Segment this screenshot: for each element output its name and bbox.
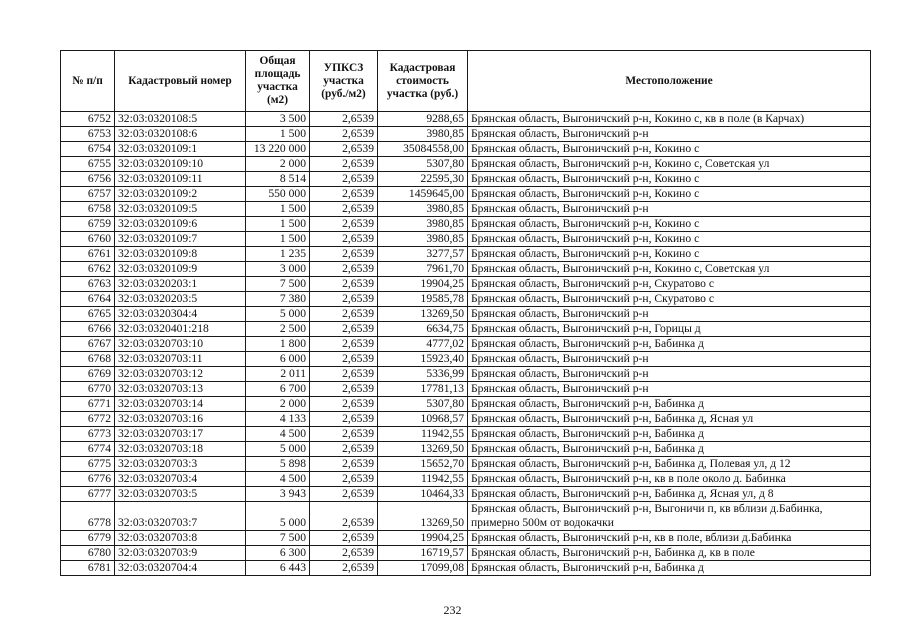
cadastral-number: 32:03:0320703:18	[115, 442, 246, 457]
cadastral-number: 32:03:0320703:5	[115, 487, 246, 502]
cadastral-number: 32:03:0320109:2	[115, 187, 246, 202]
cadastral-number: 32:03:0320203:1	[115, 277, 246, 292]
cadastral-number: 32:03:0320703:11	[115, 352, 246, 367]
cadastral-cost: 15923,40	[378, 352, 468, 367]
table-row	[61, 262, 871, 277]
area-value: 5 000	[246, 502, 310, 531]
row-number: 6780	[61, 546, 115, 561]
cadastral-number: 32:03:0320703:7	[115, 502, 246, 531]
cadastral-number: 32:03:0320703:17	[115, 427, 246, 442]
row-number: 6764	[61, 292, 115, 307]
header-area: Общая площадь участка (м2)	[246, 51, 310, 112]
location-text: Брянская область, Выгоничский р-н, Кокино с	[468, 232, 871, 247]
cadastral-cost: 1459645,00	[378, 187, 468, 202]
table-row	[61, 217, 871, 232]
area-value: 7 500	[246, 531, 310, 546]
table-row	[61, 367, 871, 382]
row-number: 6775	[61, 457, 115, 472]
area-value: 7 500	[246, 277, 310, 292]
cadastral-number: 32:03:0320304:4	[115, 307, 246, 322]
row-number: 6769	[61, 367, 115, 382]
upksz-value: 2,6539	[310, 232, 378, 247]
table-row	[61, 127, 871, 142]
row-number: 6758	[61, 202, 115, 217]
table-row	[61, 531, 871, 546]
area-value: 3 000	[246, 262, 310, 277]
location-text: Брянская область, Выгоничский р-н, Горицы д	[468, 322, 871, 337]
table-row	[61, 427, 871, 442]
upksz-value: 2,6539	[310, 307, 378, 322]
table-row	[61, 172, 871, 187]
table-row	[61, 187, 871, 202]
cadastral-cost: 5307,80	[378, 397, 468, 412]
cadastral-cost: 17781,13	[378, 382, 468, 397]
cadastral-cost: 3980,85	[378, 127, 468, 142]
area-value: 1 500	[246, 202, 310, 217]
row-number: 6756	[61, 172, 115, 187]
cadastral-cost: 4777,02	[378, 337, 468, 352]
cadastral-number: 32:03:0320703:8	[115, 531, 246, 546]
upksz-value: 2,6539	[310, 531, 378, 546]
upksz-value: 2,6539	[310, 172, 378, 187]
cadastral-number: 32:03:0320109:7	[115, 232, 246, 247]
row-number: 6777	[61, 487, 115, 502]
location-text: Брянская область, Выгоничский р-н, Бабинка д, Ясная ул	[468, 412, 871, 427]
upksz-value: 2,6539	[310, 217, 378, 232]
table-row	[61, 487, 871, 502]
cadastral-number: 32:03:0320703:13	[115, 382, 246, 397]
cadastral-cost: 6634,75	[378, 322, 468, 337]
location-text: Брянская область, Выгоничский р-н, Кокино с	[468, 187, 871, 202]
row-number: 6766	[61, 322, 115, 337]
cadastral-number: 32:03:0320108:6	[115, 127, 246, 142]
table-row	[61, 412, 871, 427]
upksz-value: 2,6539	[310, 457, 378, 472]
upksz-value: 2,6539	[310, 337, 378, 352]
upksz-value: 2,6539	[310, 277, 378, 292]
upksz-value: 2,6539	[310, 262, 378, 277]
area-value: 1 500	[246, 217, 310, 232]
area-value: 2 000	[246, 397, 310, 412]
cadastral-cost: 10464,33	[378, 487, 468, 502]
location-text: Брянская область, Выгоничский р-н, Кокино с, кв в поле (в Карчах)	[468, 112, 871, 127]
row-number: 6773	[61, 427, 115, 442]
upksz-value: 2,6539	[310, 142, 378, 157]
page-number: 232	[443, 603, 462, 617]
cadastral-cost: 19904,25	[378, 277, 468, 292]
table-row	[61, 352, 871, 367]
cadastral-number: 32:03:0320401:218	[115, 322, 246, 337]
location-text: Брянская область, Выгоничский р-н, Бабинка д, Ясная ул, д 8	[468, 487, 871, 502]
area-value: 5 898	[246, 457, 310, 472]
area-value: 8 514	[246, 172, 310, 187]
area-value: 4 133	[246, 412, 310, 427]
cadastral-cost: 35084558,00	[378, 142, 468, 157]
cadastral-cost: 11942,55	[378, 427, 468, 442]
area-value: 1 235	[246, 247, 310, 262]
table-row	[61, 142, 871, 157]
upksz-value: 2,6539	[310, 442, 378, 457]
cadastral-number: 32:03:0320108:5	[115, 112, 246, 127]
row-number: 6761	[61, 247, 115, 262]
location-text: Брянская область, Выгоничский р-н, Кокино с	[468, 172, 871, 187]
location-text: Брянская область, Выгоничский р-н, Бабинка д	[468, 337, 871, 352]
cadastral-cost: 13269,50	[378, 307, 468, 322]
location-text: Брянская область, Выгоничский р-н	[468, 127, 871, 142]
upksz-value: 2,6539	[310, 292, 378, 307]
upksz-value: 2,6539	[310, 472, 378, 487]
upksz-value: 2,6539	[310, 187, 378, 202]
cadastral-number: 32:03:0320703:16	[115, 412, 246, 427]
cadastral-cost: 22595,30	[378, 172, 468, 187]
row-number: 6781	[61, 561, 115, 576]
upksz-value: 2,6539	[310, 412, 378, 427]
location-text: Брянская область, Выгоничский р-н	[468, 202, 871, 217]
row-number: 6755	[61, 157, 115, 172]
cadastral-number: 32:03:0320704:4	[115, 561, 246, 576]
table-row	[61, 472, 871, 487]
cadastral-cost: 5307,80	[378, 157, 468, 172]
location-text: Брянская область, Выгоничский р-н	[468, 367, 871, 382]
cadastral-number: 32:03:0320703:12	[115, 367, 246, 382]
location-text: Брянская область, Выгоничский р-н, Кокино с	[468, 142, 871, 157]
location-text: Брянская область, Выгоничский р-н, кв в поле, вблизи д.Бабинка	[468, 531, 871, 546]
cadastral-cost: 11942,55	[378, 472, 468, 487]
location-text: Брянская область, Выгоничский р-н, кв в поле около д. Бабинка	[468, 472, 871, 487]
location-text: Брянская область, Выгоничский р-н, Скуратово с	[468, 292, 871, 307]
table-row	[61, 112, 871, 127]
upksz-value: 2,6539	[310, 382, 378, 397]
upksz-value: 2,6539	[310, 427, 378, 442]
cadastral-number: 32:03:0320109:6	[115, 217, 246, 232]
upksz-value: 2,6539	[310, 247, 378, 262]
cadastral-number: 32:03:0320703:9	[115, 546, 246, 561]
location-text: Брянская область, Выгоничский р-н, Кокино с	[468, 217, 871, 232]
cadastral-cost: 13269,50	[378, 442, 468, 457]
table-row	[61, 292, 871, 307]
table-row	[61, 322, 871, 337]
cadastral-cost: 9288,65	[378, 112, 468, 127]
row-number: 6779	[61, 531, 115, 546]
row-number: 6772	[61, 412, 115, 427]
table-row	[61, 337, 871, 352]
table-row	[61, 457, 871, 472]
area-value: 2 011	[246, 367, 310, 382]
location-text: Брянская область, Выгоничский р-н, Кокино с, Советская ул	[468, 157, 871, 172]
location-text: Брянская область, Выгоничский р-н, Бабинка д	[468, 442, 871, 457]
area-value: 2 500	[246, 322, 310, 337]
table-header-row	[61, 51, 871, 112]
header-location: Местоположение	[468, 51, 871, 112]
area-value: 4 500	[246, 427, 310, 442]
cadastral-cost: 15652,70	[378, 457, 468, 472]
location-text: Брянская область, Выгоничский р-н, Бабинка д	[468, 561, 871, 576]
table-row	[61, 157, 871, 172]
cadastral-cost: 16719,57	[378, 546, 468, 561]
table-row	[61, 307, 871, 322]
table-row	[61, 382, 871, 397]
table-row	[61, 442, 871, 457]
area-value: 5 000	[246, 442, 310, 457]
location-text: Брянская область, Выгоничский р-н, Бабинка д, кв в поле	[468, 546, 871, 561]
upksz-value: 2,6539	[310, 157, 378, 172]
location-text: Брянская область, Выгоничский р-н, Скуратово с	[468, 277, 871, 292]
cadastral-number: 32:03:0320109:9	[115, 262, 246, 277]
area-value: 1 500	[246, 232, 310, 247]
location-text: Брянская область, Выгоничский р-н, Бабинка д	[468, 397, 871, 412]
row-number: 6767	[61, 337, 115, 352]
area-value: 3 500	[246, 112, 310, 127]
upksz-value: 2,6539	[310, 397, 378, 412]
table-body	[61, 112, 871, 576]
cadastral-number: 32:03:0320703:3	[115, 457, 246, 472]
table-row	[61, 247, 871, 262]
row-number: 6771	[61, 397, 115, 412]
location-text: Брянская область, Выгоничский р-н, Кокино с	[468, 247, 871, 262]
row-number: 6770	[61, 382, 115, 397]
upksz-value: 2,6539	[310, 546, 378, 561]
row-number: 6754	[61, 142, 115, 157]
area-value: 4 500	[246, 472, 310, 487]
upksz-value: 2,6539	[310, 367, 378, 382]
cadastral-cost: 19904,25	[378, 531, 468, 546]
location-text: Брянская область, Выгоничский р-н, Бабинка д	[468, 427, 871, 442]
location-text: Брянская область, Выгоничский р-н, Бабинка д, Полевая ул, д 12	[468, 457, 871, 472]
row-number: 6774	[61, 442, 115, 457]
area-value: 5 000	[246, 307, 310, 322]
cadastral-cost: 3980,85	[378, 217, 468, 232]
cadastral-number: 32:03:0320109:8	[115, 247, 246, 262]
table-row	[61, 397, 871, 412]
location-text: Брянская область, Выгоничский р-н, Кокино с, Советская ул	[468, 262, 871, 277]
row-number: 6778	[61, 502, 115, 531]
cadastral-number: 32:03:0320703:10	[115, 337, 246, 352]
cadastral-cost: 3277,57	[378, 247, 468, 262]
area-value: 1 800	[246, 337, 310, 352]
location-text: Брянская область, Выгоничский р-н, Выгоничи п, кв вблизи д.Бабинка, примерно 500м от водокачки	[468, 502, 871, 531]
upksz-value: 2,6539	[310, 561, 378, 576]
cadastral-cost: 17099,08	[378, 561, 468, 576]
cadastral-table	[60, 50, 871, 576]
table-row	[61, 232, 871, 247]
table-row	[61, 277, 871, 292]
row-number: 6757	[61, 187, 115, 202]
upksz-value: 2,6539	[310, 487, 378, 502]
area-value: 1 500	[246, 127, 310, 142]
upksz-value: 2,6539	[310, 112, 378, 127]
cadastral-cost: 3980,85	[378, 232, 468, 247]
area-value: 6 000	[246, 352, 310, 367]
row-number: 6776	[61, 472, 115, 487]
row-number: 6765	[61, 307, 115, 322]
row-number: 6768	[61, 352, 115, 367]
header-num: № п/п	[61, 51, 115, 112]
row-number: 6760	[61, 232, 115, 247]
row-number: 6763	[61, 277, 115, 292]
cadastral-number: 32:03:0320703:4	[115, 472, 246, 487]
area-value: 2 000	[246, 157, 310, 172]
upksz-value: 2,6539	[310, 352, 378, 367]
upksz-value: 2,6539	[310, 322, 378, 337]
location-text: Брянская область, Выгоничский р-н	[468, 307, 871, 322]
location-text: Брянская область, Выгоничский р-н	[468, 352, 871, 367]
cadastral-cost: 3980,85	[378, 202, 468, 217]
cadastral-number: 32:03:0320703:14	[115, 397, 246, 412]
area-value: 13 220 000	[246, 142, 310, 157]
row-number: 6753	[61, 127, 115, 142]
area-value: 550 000	[246, 187, 310, 202]
cadastral-number: 32:03:0320109:11	[115, 172, 246, 187]
table-row	[61, 502, 871, 531]
cadastral-cost: 7961,70	[378, 262, 468, 277]
header-cost: Кадастровая стоимость участка (руб.)	[378, 51, 468, 112]
upksz-value: 2,6539	[310, 127, 378, 142]
upksz-value: 2,6539	[310, 502, 378, 531]
location-text: Брянская область, Выгоничский р-н	[468, 382, 871, 397]
row-number: 6752	[61, 112, 115, 127]
area-value: 6 443	[246, 561, 310, 576]
cadastral-number: 32:03:0320203:5	[115, 292, 246, 307]
area-value: 3 943	[246, 487, 310, 502]
cadastral-number: 32:03:0320109:5	[115, 202, 246, 217]
table-row	[61, 202, 871, 217]
table-row	[61, 546, 871, 561]
cadastral-cost: 10968,57	[378, 412, 468, 427]
cadastral-number: 32:03:0320109:10	[115, 157, 246, 172]
row-number: 6759	[61, 217, 115, 232]
table-row	[61, 561, 871, 576]
header-cadastral: Кадастровый номер	[115, 51, 246, 112]
area-value: 6 700	[246, 382, 310, 397]
area-value: 6 300	[246, 546, 310, 561]
upksz-value: 2,6539	[310, 202, 378, 217]
cadastral-number: 32:03:0320109:1	[115, 142, 246, 157]
header-upksz: УПКСЗ участка (руб./м2)	[310, 51, 378, 112]
row-number: 6762	[61, 262, 115, 277]
cadastral-cost: 19585,78	[378, 292, 468, 307]
cadastral-cost: 5336,99	[378, 367, 468, 382]
area-value: 7 380	[246, 292, 310, 307]
cadastral-cost: 13269,50	[378, 502, 468, 531]
